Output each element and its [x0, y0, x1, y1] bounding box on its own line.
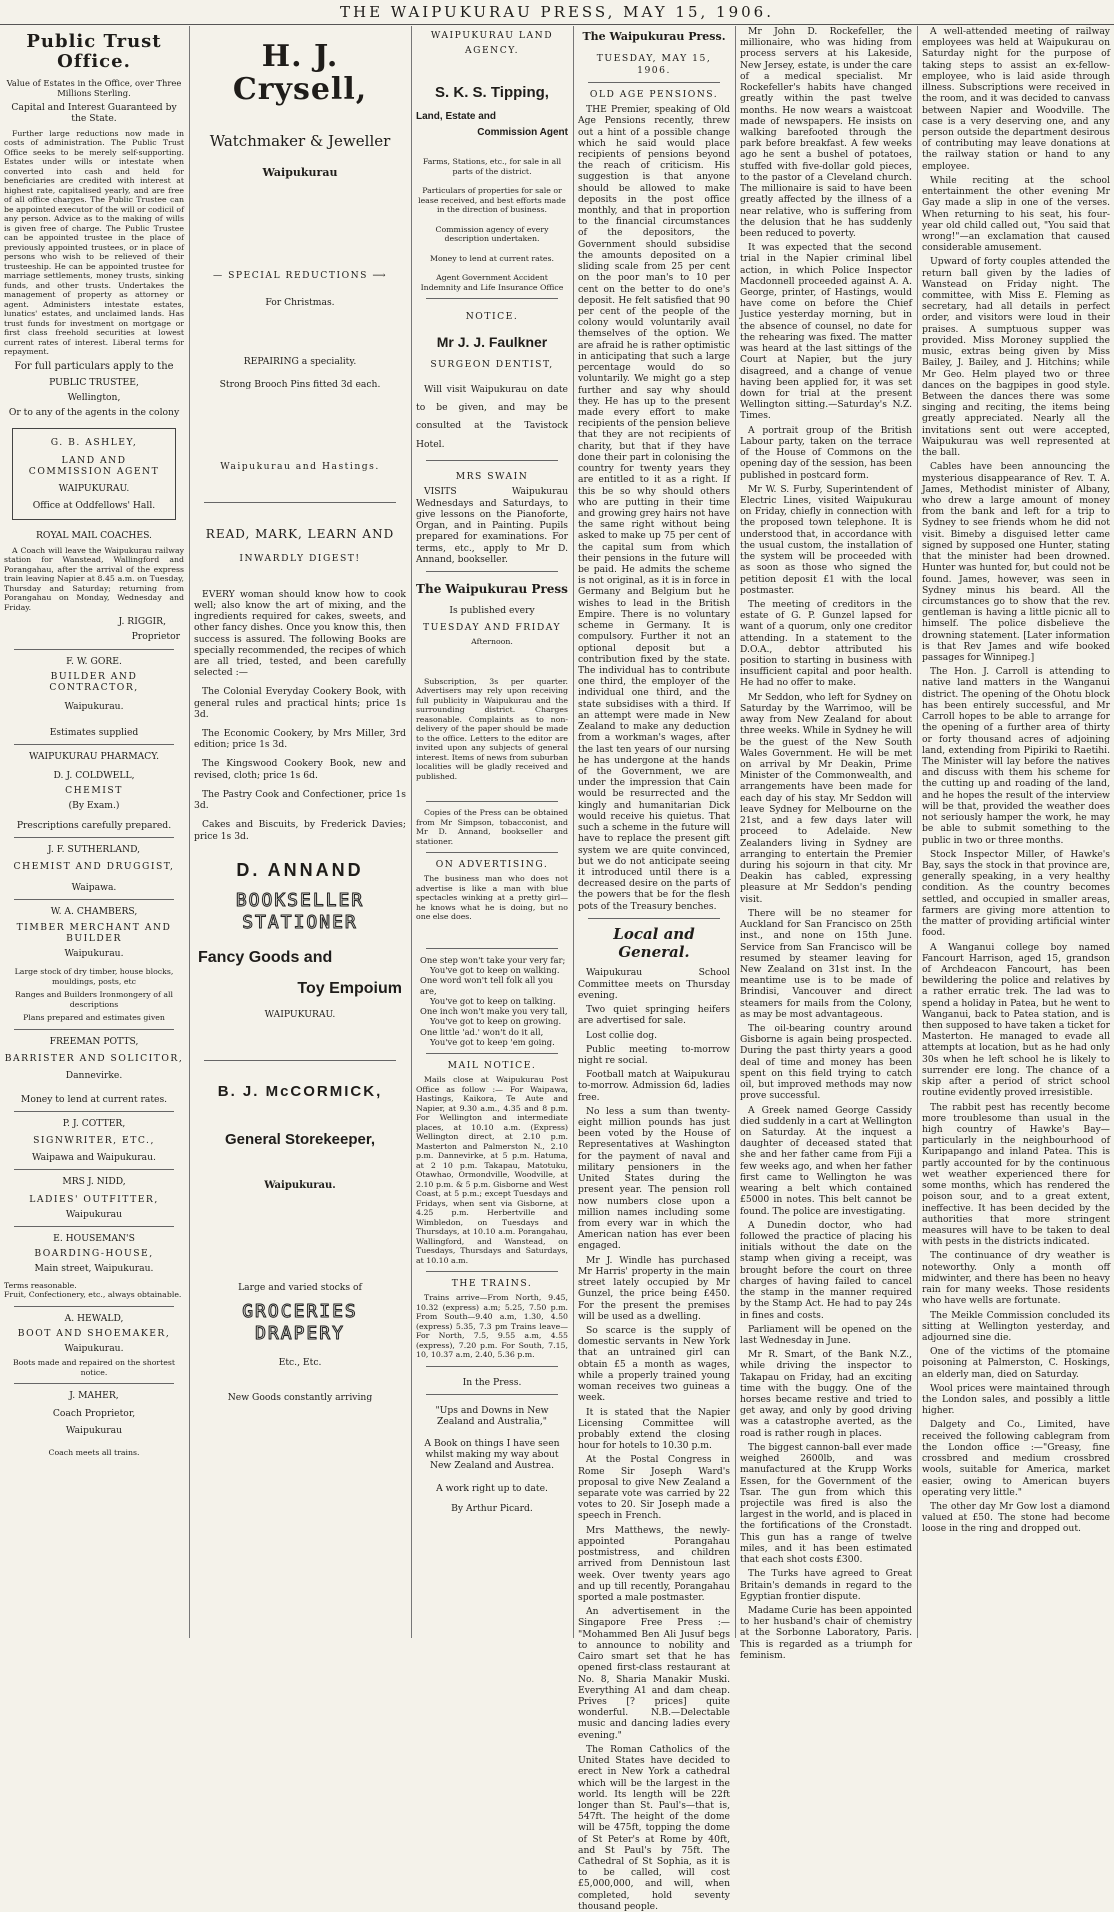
news-item: Wool prices were maintained through the London sales, and possibly a little higher. [922, 1382, 1110, 1417]
drapery-word: DRAPERY [255, 1322, 345, 1344]
pto-line: Capital and Interest Guaranteed by the State. [11, 102, 177, 125]
news-item: The meeting of creditors in the estate of G. P. Gunzel lapsed for want of a quorum, only one creditor attending. In a statement to the D.O.A., debtor attributed his position to starting in business with insufficient capital and poor health. He had no offer to make. [740, 598, 912, 689]
column-3 [416, 26, 568, 1638]
chambers-name: W. A. CHAMBERS, [50, 906, 138, 918]
trains-head: THE TRAINS. [451, 1278, 533, 1290]
local-item: It is stated that the Napier Licensing Committee will probably extend the closing hour for hotels to 10.30 p.m. [578, 1406, 730, 1452]
advertising-body: The business man who does not advertise is like a man with blue spectacles winking at a pretty girl—he knows what he is doing, but no one else does. [416, 874, 568, 922]
news-item: The Meikle Commission concluded its sitting at Wellington yesterday, and adjourned sine die. [922, 1309, 1110, 1343]
hewald-line: Waipukurau. [64, 1343, 124, 1355]
maher-name: J. MAHER, [69, 1390, 119, 1402]
divider [426, 1053, 558, 1054]
read-head: READ, MARK, LEARN AND [205, 526, 395, 541]
news-item: Dalgety and Co., Limited, have received the following cablegram from the London office :—"Greasy, fine crossbred and medium crossbred wools, suitable for America, market easier, owing to American buyers operating very little." [922, 1419, 1110, 1498]
news-item: Madame Curie has been appointed to her husband's chair of chemistry at the Sorbonne Laboratory, Paris. This is regarded as a triumph for feminism. [740, 1604, 912, 1661]
mccormick-name: B. J. McCORMICK, [217, 1082, 383, 1100]
news-item: There will be no steamer for Auckland for San Francisco on 25th inst., and none on 15th June. Service from San Francisco will be resumed by steamer leaving for New Zealand on 31st inst. In the meantime use is to be made of Brindisi, Vancouver and direct steamers for mails from the Colony, as may be most advantageous. [740, 907, 912, 1020]
tipping-trade: Land, Estate and [416, 110, 497, 122]
gore-line: Waipukurau. [64, 701, 124, 713]
chambers-line: Plans prepared and estimates given [23, 1013, 165, 1023]
swain-body: VISITS Waipukurau Wednesdays and Saturdays, to give lessons on the Pianoforte, Organ, and in Painting. Pupils prepared for examinations. For terms, etc., apply to Mr D. Annand, bookseller. [416, 486, 568, 565]
news-item: Stock Inspector Miller, of Hawke's Bay, says the stock in that province are, generally speaking, in a very healthy condition. As the country becomes settled, and occupied in smaller areas, farmers are giving more attention to the matter of providing artificial winter food. [922, 848, 1110, 939]
ashley-line: LAND AND [61, 454, 127, 466]
column-6 [922, 26, 1110, 1638]
verse-line: One little 'ad.' won't do it all, [420, 1026, 544, 1037]
pto-foot: Or to any of the agents in the colony [8, 407, 180, 419]
ups-title: "Ups and Downs in New Zealand and Australia," [435, 1405, 549, 1428]
divider [588, 82, 720, 83]
potts-name: FREEMAN POTTS, [49, 1035, 139, 1047]
chambers-line: TIMBER MERCHANT AND BUILDER [16, 921, 172, 944]
press-line: TUESDAY AND FRIDAY [422, 621, 562, 633]
local-item: No less a sum than twenty-eight million pounds has just been voted by the House of Representatives at Washington for the payment of naval and military pensioners in the United States during the present year. The pension roll now numbers close upon a million names including some from every war in which the American nation has ever been engaged. [578, 1105, 730, 1252]
news-item: Mr R. Smart, of the Bank N.Z., while driving the inspector to Takapau on Friday, had an exciting time with the buggy. One of the horses became restive and tried to get away, and only by good driving was a catastrophe averted, as the road is rather rough in places. [740, 1349, 912, 1439]
houseman-line: BOARDING-HOUSE, [34, 1248, 154, 1260]
pensions-body: THE Premier, speaking of Old Age Pensions recently, threw out a hint of a possible change which he said would place recipients of pensions beyond the reach of criticism. His suggestion is that anyone should be allowed to make deposits in the post office monthly, and that in proportion to the financial circumstances of the depositors, the Government should subsidise the amounts deposited on a sliding scale from 25 per cent on the poor man's to 10 per cent on the better to do one's deposit. He felt satisfied that 90 per cent of the people of the colony would voluntarily avail themselves of the option. We are afraid he is rather optimistic in anticipating that such a large percentage would do so voluntarily. We might go a step further and say why should they. He has up to the present made every effort to make recipients of the pension believe that they are not recipients of charity, but that if they have done their part in colonising the country for twenty years they are entitled to it as a right. If this be so why should others who are putting in their time and growing grey hairs not have the same right without being asked to make up 75 per cent of the capital sum from which their pensions in the future will be paid. He admits the scheme is not original, as it is in force in Germany and Belgium but he wishes to lead in the British Empire. There is no voluntary scheme in Germany. It is compulsory. Further it not an optional deposit but a contribution fixed by the state. The individual has to contribute one third, the employer of the individual one third, and the state subsidises with a third. If an attempt were made in New Zealand to make any deduction from a workman's wages, after the last ten years of our nursing he has undergone at the hands of the Government, we are under the impression that Cain would be resurrected and the kingly and humanitarian Dick would receive his quietus. That such a scheme in the future will have to replace the present gift system we are quite convinced, but we do not anticipate seeing it introduced until there is a decreased desire on the parts of the powers that be for the flesh pots of the Treasury benches. [578, 104, 730, 912]
notice-head: NOTICE. [465, 311, 519, 323]
news-item: The continuance of dry weather is noteworthy. Only a month off midwinter, and there has been no heavy rain for many weeks. Those residents who have wells are fortunate. [922, 1250, 1110, 1307]
news-item: The Hon. J. Carroll is attending to native land matters in the Wanganui district. The opening of the Ohotu block has been entirely successful, and Mr Carroll hopes to be able to arrange for the opening of a further area of thirty or forty thousand acres of adjoining land, extending from Pipiriki to Raetihi. The Minister will lay before the natives and discuss with them his scheme for the cutting up and roading of the land, and he hopes the result of the interview will be that, provided the weather does not seriously hamper the work, he may be able to submit something to the public in two or three months. [922, 666, 1110, 846]
news-item: A Dunedin doctor, who had followed the practice of placing his initials without the date on the stamp when giving a receipt, was brought before the court on three charges of having failed to cancel the stamp in the manner required by the Stamp Act. He had to pay 24s in fines and costs. [740, 1219, 912, 1321]
storekeeper-line: General Storekeeper, [224, 1131, 376, 1149]
news-item: The other day Mr Gow lost a diamond valued at £50. The stone had become loose in the ring and dropped out. [922, 1501, 1110, 1535]
divider [426, 801, 558, 802]
divider [14, 1029, 174, 1030]
column-2 [194, 26, 406, 1638]
tipping-line: Commission agency of every description undertaken. [435, 224, 549, 244]
divider [14, 1306, 174, 1307]
cotter-line: SIGNWRITER, ETC., [33, 1134, 155, 1146]
news-item: A Wanganui college boy named Fancourt Harrison, aged 15, grandson of Archdeacon Fancourt, has been bewildering the police and relatives by a rather erratic trek. The lad was to spend a holiday in Patea, but he went to Wanganui, back to Patea station, and is then supposed to have taken a ticket for Masterton. He managed to evade all attempts at location, but as he had only 30s when he left school he is likely to surrender ere long. The chance of a skip after a period of strict school routine evidently proved irresistible. [922, 941, 1110, 1099]
houseman-line: Terms reasonable. [4, 1280, 77, 1290]
tipping-line: Agent Government Accident Indemnity and Life Insurance Office [420, 273, 564, 292]
local-item: At the Postal Congress in Rome Sir Joseph Ward's proposal to give New Zealand a separate vote was carried by 22 votes to 20. Sir Joseph made a speech in French. [578, 1454, 730, 1522]
divider [14, 1226, 174, 1227]
book-item: The Kingswood Cookery Book, new and revised, cloth; price 1s 6d. [194, 758, 406, 781]
large-stocks: Large and varied stocks of [238, 1281, 362, 1293]
faulkner-name: Mr J. J. Faulkner [436, 334, 548, 351]
local-general-head: Local and General. [613, 924, 695, 962]
nidd-line: LADIES' OUTFITTER, [29, 1193, 159, 1205]
groceries-word: GROCERIES [242, 1300, 358, 1322]
crysell-place: Waipukurau [262, 166, 338, 180]
paper-date: TUESDAY, MAY 15, 1906. [596, 53, 712, 76]
mail-notice-head: MAIL NOTICE. [447, 1060, 537, 1072]
divider [426, 1271, 558, 1272]
cotter-line: Waipawa and Waipukurau. [32, 1152, 156, 1164]
tipping-line: Money to lend at current rates. [429, 253, 555, 263]
crysell-trade: Watchmaker & Jeweller [209, 132, 391, 150]
mccormick-place: Waipukurau. [264, 1179, 336, 1191]
copies-note: Copies of the Press can be obtained from Mr Simpson, tobacconist, and Mr D. Annand, bookseller and stationer. [416, 808, 568, 846]
news-item: Parliament will be opened on the last Wednesday in June. [740, 1323, 912, 1346]
divider [14, 744, 174, 745]
digest-head: INWARDLY DIGEST! [239, 553, 361, 565]
column-rule [735, 26, 736, 1638]
swain-head: MRS SWAIN [455, 471, 529, 483]
book-item: Cakes and Biscuits, by Frederick Davies; price 1s 3d. [194, 819, 406, 842]
maher-line: Coach Proprietor, [52, 1407, 136, 1419]
divider [14, 899, 174, 900]
press-line: Is published every [449, 604, 535, 616]
chambers-line: Ranges and Builders Ironmongery of all descriptions [14, 990, 174, 1009]
mail-coaches-title: ROYAL MAIL COACHES. [36, 530, 152, 542]
repair-line: REPAIRING a speciality. [243, 356, 357, 368]
divider [204, 1060, 396, 1061]
verse-line: You've got to keep on growing. [430, 1016, 562, 1027]
column-rule [189, 26, 190, 1638]
local-item: Lost collie dog. [586, 1029, 658, 1041]
divider [14, 1111, 174, 1112]
local-item: Mr J. Windle has purchased Mr Harris' property in the main street lately occupied by Mr Gunzel, the price being £450. For the present the premises will be used as a dwelling. [578, 1254, 730, 1322]
tipping-name: S. K. S. Tipping, [435, 84, 549, 102]
news-item: The biggest cannon-ball ever made weighed 2600lb, and was manufactured at the Krupp Works Essen, for the Government of the Tsar. The gun from which this projectile was fired is also the largest in the world, and is placed in the fortifications of the Cronstadt. This gun has a range of twelve miles, and it has been estimated that each shot costs £300. [740, 1441, 912, 1566]
local-item: Football match at Waipukurau to-morrow. Admission 6d, ladies free. [578, 1069, 730, 1103]
ups-body: A Book on things I have seen whilst making my way about New Zealand and Austrea. [424, 1437, 560, 1472]
local-item: So scarce is the supply of domestic servants in New York that an untrained girl can obtain £5 a month as wages, while a properly trained young woman receives two guineas a week. [578, 1324, 730, 1404]
column-rule [411, 26, 412, 1638]
local-item: The Roman Catholics of the United States have decided to erect in New York a cathedral which will be the largest in the world. Its length will be 22ft longer than St. Paul's—that is, 547ft. The height of the dome will be 475ft, topping the dome of St Peter's at Rome by 40ft, and St Paul's by 75ft. The Cathedral of St Sophia, as it is to be called, will cost £5,000,000, and will, when completed, hold seventy thousand people. [578, 1743, 730, 1912]
news-item: A portrait group of the British Labour party, taken on the terrace of the House of Commons on the opening day of the session, has been published in postcard form. [740, 424, 912, 481]
pto-foot: Wellington, [67, 391, 121, 403]
cotter-name: P. J. COTTER, [62, 1117, 126, 1129]
maher-line: Coach meets all trains. [48, 1448, 140, 1457]
divider [588, 918, 720, 919]
divider [426, 1394, 558, 1395]
press-line: Afternoon. [471, 637, 513, 647]
advertising-head: ON ADVERTISING. [435, 859, 549, 871]
pto-body: Further large reductions now made in costs of administration. The Public Trust Office seeks to be merely self-supporting. Estates under wills or intestate when converted into cash and held for beneficiaries are credited with interest at highest rate, capitalised yearly, and are free of all office charges. The Public Trustee can be appointed executor of the will or codicil of any person. Advice as to the making of wills is given free of charge. The Public Trustee can be appointed trustee in the place of previously appointed trustees, or in place of persons who wish to be relieved of their trusteeship. He can be appointed trustee for marriage settlements, money trusts, sinking funds, and other trusts. Undertakes the management of property as attorney or agent. Administers intestate estates, lunatics' estates, and unclaimed lands. Has trust funds for investment on mortgage or first class freehold securities at lowest current rates of interest. Liberal terms for repayment. [4, 128, 184, 357]
verse-line: One word won't tell folk all you are, [420, 975, 554, 996]
ashley-line: Office at Oddfellows' Hall. [32, 500, 156, 512]
hewald-name: A. HEWALD, [64, 1312, 124, 1324]
local-item: Public meeting to-morrow night re social. [578, 1043, 730, 1066]
news-item: Mr W. S. Furby, Superintendent of Electric Lines, visited Waipukurau on Friday, chiefly in connection with the proposed town telephone. It is understood that, in accordance with the usual custom, the installation of the system will be proceeded with as soon as those who signed the petition deposit £1 with the local postmaster. [740, 483, 912, 596]
faulkner-body: Will visit Waipukurau on date to be given, and may be consulted at the Tavistock Hotel. [416, 383, 568, 450]
bookseller-word: BOOKSELLER [235, 889, 365, 911]
cookery-body: EVERY woman should know how to cook well; also know the art of mixing, and the ingredients required for cakes, sweets, and other fancy dishes. Once you know this, then success is assured. The following Books are specially recommended, the recipes of which are all tried, tested, and been carefully selected :— [194, 588, 406, 679]
divider [204, 502, 396, 503]
annand-place: WAIPUKURAU. [264, 1008, 336, 1020]
ashley-ad [12, 428, 176, 520]
column-rule [917, 26, 918, 1638]
press-body: Subscription, 3s per quarter. Advertisers may rely upon receiving full publicity in Waipukurau and the surrounding district. Charges reasonable. Complaints as to non-delivery of the paper should be made to the office. Letters to the editor are invited upon any subjects of general interest. Items of news from suburban localities will be gladly received and published. [416, 676, 568, 781]
local-item: Mrs Matthews, the newly-appointed Porangahau postmistress, and children arrived from Dennistoun last week. Over twenty years ago and up till recently, Porangahau sported a male postmaster. [578, 1524, 730, 1603]
divider [14, 1383, 174, 1384]
land-agency-head: WAIPUKURAU LAND [430, 30, 554, 41]
houseman-line: Main street, Waipukurau. [34, 1263, 154, 1275]
in-press-head: In the Press. [462, 1376, 522, 1388]
press-title: The Waipukurau Press [416, 582, 568, 596]
mail-sig: Proprietor [131, 631, 180, 643]
pto-foot: PUBLIC TRUSTEE, [49, 376, 139, 388]
maher-line: Waipukurau [65, 1424, 123, 1436]
verse-line: One step won't take your very far; [420, 954, 566, 965]
xmas-line: For Christmas. [265, 296, 335, 308]
masthead: THE WAIPUKURAU PRESS, MAY 15, 1906. [0, 0, 1114, 25]
pto-title: Public Trust Office. [26, 31, 162, 72]
tipping-line: Farms, Stations, etc., for sale in all parts of the district. [422, 157, 562, 176]
fancy-goods: Fancy Goods and [198, 948, 333, 966]
land-agency-head: AGENCY. [464, 45, 520, 57]
pto-foot: For full particulars apply to the [14, 360, 174, 372]
tipping-trade: Commission Agent [477, 126, 568, 138]
news-item: The oil-bearing country around Gisborne is again being prospected. During the past thirty years a good deal of time and money has been spent on this field trying to catch oil, but improved methods may now prove successful. [740, 1023, 912, 1102]
divider [14, 1169, 174, 1170]
local-item: An advertisement in the Singapore Free Press :— "Mohammed Ben Ali Jusuf begs to announce to nobility and Cairo smart set that he has opened first-class restaurant at No. 8, Sharia Manakir Muski. Everything A1 and dam cheap. Prives [? prices] quite wonderful. N.B.—Delectable music and dancing ladies every evening." [578, 1606, 730, 1741]
pharmacy-line: CHEMIST [65, 785, 123, 797]
news-item: One of the victims of the ptomaine poisoning at Palmerston, C. Hoskings, an elderly man, died on Saturday. [922, 1346, 1110, 1380]
pensions-head: OLD AGE PENSIONS. [589, 88, 719, 100]
mail-sig: J. RIGGIR, [118, 616, 166, 628]
mail-coaches-body: A Coach will leave the Waipukurau railway station for Wanstead, Wallingford and Porangahau, after the arrival of the express train leaving Napier at 8.45 a.m. on Tuesday, Thursday and Saturday; returning from Porangahau on Monday, Wednesday and Friday. [4, 545, 184, 612]
special-reductions: — SPECIAL REDUCTIONS ⟶ [212, 269, 388, 281]
divider [426, 948, 558, 949]
verse-line: You've got to keep on walking. [430, 965, 560, 976]
chambers-line: Waipukurau. [64, 948, 124, 960]
brooch-line: Strong Brooch Pins fitted 3d each. [219, 379, 381, 391]
news-item: The Turks have agreed to Great Britain's demands in regard to the Egyptian frontier dispute. [740, 1568, 912, 1602]
divider [426, 1366, 558, 1367]
stationer-word: STATIONER [242, 911, 358, 933]
work-line: A work right up to date. [436, 1483, 548, 1495]
book-item: The Economic Cookery, by Mrs Miller, 3rd edition; price 1s 3d. [194, 728, 406, 751]
potts-line: BARRISTER AND SOLICITOR, [4, 1053, 184, 1065]
news-item: A Greek named George Cassidy died suddenly in a cart at Wellington on Saturday. At the inquest a daughter of deceased stated that she and her father came from Fiji a few weeks ago, and when her father first came to Wellington he was wearing a belt which contained £5000 in notes. This belt cannot be found. The police are investigating. [740, 1104, 912, 1217]
divider [426, 460, 558, 461]
divider [426, 852, 558, 853]
gore-line: BUILDER AND CONTRACTOR, [49, 670, 139, 694]
column-1 [4, 26, 184, 1638]
book-item: The Colonial Everyday Cookery Book, with general rules and practical hints; price 1s 3d. [194, 686, 406, 720]
verse-line: You've got to keep on talking. [430, 995, 556, 1006]
divider [426, 298, 558, 299]
crysell-name: H. J. Crysell, [232, 39, 368, 107]
ashley-line: WAIPUKURAU. [58, 483, 130, 495]
pharmacy-title: WAIPUKURAU PHARMACY. [28, 750, 160, 762]
potts-line: Dannevirke. [65, 1070, 123, 1082]
sutherland-line: CHEMIST AND DRUGGIST, [13, 861, 175, 873]
news-item: Upward of forty couples attended the return ball given by the ladies of Wanstead on Friday night. The committee, with Miss E. Fleming as secretary, had all details in perfect order, and visitors were loud in their praises. A sumptuous supper was provided. Miss Moroney supplied the music, extras being given by Miss Bailey, J. Bailey, and J. Hitchins; while Mr Geo. Helm played two or three dances on the bagpipes in good style. Between the dances there was some singing and reciting, the items being greatly appreciated. Nearly all the invitations sent out were accepted, Waipukurau was well represented at the ball. [922, 256, 1110, 459]
paper-title: The Waipukurau Press. [582, 30, 726, 43]
verse [416, 955, 568, 1047]
local-item: Waipukurau School Committee meets on Thursday evening. [578, 967, 730, 1001]
tipping-line: Particulars of properties for sale or lease received, and best efforts made in the direction of business. [418, 186, 566, 215]
pharmacy-line: (By Exam.) [68, 800, 120, 812]
gore-line: Estimates supplied [49, 726, 139, 738]
column-4 [578, 26, 730, 1912]
verse-line: One inch won't make you very tall, [420, 1006, 568, 1017]
nidd-line: Waipukurau [65, 1208, 123, 1220]
news-item: Mr Seddon, who left for Sydney on Saturday by the Warrimoo, will be away from New Zealand for about three weeks. While in Sydney he will be the guest of the New South Wales Government. He will be met on arrival by Mr Deakin, Prime Minister of the Commonwealth, and arrangements have been made for each day of his stay. Mr Seddon will leave Sydney for Melbourne on the 21st, and a few days later will proceed to Adelaide. New Zealanders living in Sydney are arranging to entertain the Premier during his sojourn in that city. Mr Deakin has cabled, expressing pleasure at Mr Seddon's pending visit. [740, 691, 912, 905]
local-item: Two quiet springing heifers are advertised for sale. [578, 1004, 730, 1027]
nidd-name: MRS J. NIDD, [62, 1176, 126, 1188]
houseman-line: Fruit, Confectionery, etc., always obtainable. [4, 1290, 182, 1300]
news-item: The rabbit pest has recently become more troublesome than usual in the high country of Hawke's Bay—particularly in the neighbourhood of Kuripapango and inland Patea. This is partly accounted for by the continuous wet weather experienced there for some months, which has rendered the poison sour, and to a great extent, ineffective. It has been decided by the authorities that more stringent measures will have to be taken to deal with pests in the districts indicated. [922, 1101, 1110, 1248]
column-rule [573, 26, 574, 1638]
verse-line: You've got to keep 'em going. [430, 1036, 555, 1047]
news-item: Mr John D. Rockefeller, the millionaire, who was hiding from process servers at his Lakeside, New Jersey, estate, is under the care of a medical specialist. Mr Rockefeller's habits have changed greatly within the past twelve months. He now wears a waistcoat made of newspapers. He insists on walking barefooted through the park before breakfast. A few weeks ago he sent a bushel of potatoes, stuffed with five-dollar gold pieces, to the pastor of a Cleveland church. The millionaire is said to have been greatly affected by the illness of a near relative, who is suffering from the delusion that he has suddenly been reduced to poverty. [740, 26, 912, 239]
pto-line: Value of Estates in the Office, over Three Millions Sterling. [6, 77, 182, 98]
pharmacy-line: Prescriptions carefully prepared. [16, 819, 172, 831]
divider [14, 649, 174, 650]
toy-emporium: Toy Empoium [297, 980, 402, 998]
news-item: A well-attended meeting of railway employees was held at Waipukurau on Saturday night for the purpose of taking steps to assist an ex-fellow-employee, who is laid aside through illness. Subscriptions were received in the room, and it was decided to canvass between Napier and Woodville. The case is a very deserving one, and any person outside the department desirous of contributing may leave donations at the railway station or hand to any employee. [922, 26, 1110, 172]
sutherland-name: J. F. SUTHERLAND, [47, 843, 141, 855]
new-goods: New Goods constantly arriving [227, 1392, 373, 1404]
chambers-line: Large stock of dry timber, house blocks, mouldings, posts, etc [14, 967, 174, 986]
news-item: Cables have been announcing the mysterious disappearance of Rev. T. A. James, Methodist minister of Albany, who drew a large amount of money from the bank and left for a trip to Sydney to see friends whom he did not visit. Bimeby a disguised letter came signed by supposed one Hunter, stating that the minister had been drowned. Hunter was hunted for, but could not be found. James, however, was seen in Sydney minus his beard. All the circumstances go to show that the rev. gentleman is having a little picnic all to himself. The police disbelieve the drowning statement. [Later information is that Rev James and wife booked passages for Winnipeg.] [922, 461, 1110, 664]
mail-notice-body: Mails close at Waipukurau Post Office as follow :— For Waipawa, Hastings, Kaikora, Te Aute and Napier, at 9.30 a.m., 4.35 and 8 p.m. For Wellington and intermediate places, at 10.10 a.m. (Express) Wellington direct, at 2.10 p.m. Masterton and Palmerston N., 2.10 p.m. Dannevirke, at 5 p.m. Hatuma, at 2 10 p.m. Takapau, Matotuku, Otawhao, Ormondville, Woodville, at 2.10 p.m. & 5 p.m. Gisborne and West Coast, at 5 p.m.; except Tuesdays and Fridays, when sent via Gisborne, at 4.25 p.m. Herbertville and Wimbledon, on Tuesdays and Thursdays, at 10.10 a.m. Porangahau, Wallingford, and Wanstead, on Tuesdays, Thursdays and Saturdays, at 10.10 a.m. [416, 1075, 568, 1265]
dentist-line: SURGEON DENTIST, [430, 359, 554, 371]
divider [14, 837, 174, 838]
ashley-name: G. B. ASHLEY, [50, 437, 138, 449]
column-5 [740, 26, 912, 1661]
pharmacy-line: D. J. COLDWELL, [53, 769, 135, 781]
news-item: It was expected that the second trial in the Napier criminal libel action, in which Police Inspector Macdonnell proceeded against A. A. George, printer, of Hastings, would have come on before the Chief Justice yesterday morning, but in the absence of counsel, no date for the rehearing was fixed. The matter was heard at the last sittings of the Court at Napier, but the jury disagreed, and a change of venue having been applied for, it was set down for trial at the present Wellington sitting.—Saturday's N.Z. Times. [740, 242, 912, 422]
book-item: The Pastry Cook and Confectioner, price 1s 3d. [194, 788, 406, 812]
houseman-name: E. HOUSEMAN'S [53, 1233, 135, 1245]
gore-name: F. W. GORE. [66, 655, 122, 667]
ashley-line: COMMISSION AGENT [28, 465, 160, 477]
trains-body: Trains arrive—From North, 9.45, 10.32 (express) a.m; 5.25, 7.50 p.m. From South—9.40 a.m, 1.30, 4.50 (express) 5.35, 7.3 pm Trains leave—For North, 7.5, 9.55 a.m, 4.55 (express), 7.20 p.m. For South, 7.15, 10, 10.37 a.m, 2.40, 5.36 p.m. [416, 1293, 568, 1360]
hewald-line: Boots made and repaired on the shortest notice. [12, 1358, 176, 1377]
towns-line: Waipukurau and Hastings. [220, 460, 380, 472]
etc-line: Etc., Etc. [278, 1356, 322, 1368]
annand-name: D. ANNAND [236, 859, 364, 880]
special-text: SPECIAL REDUCTIONS [228, 269, 368, 281]
news-item: While reciting at the school entertainment the other evening Mr Gay made a slip in one of the verses. When returning to his seat, his four-year old child called out, "You said that wrong!"—an exclamation that caused considerable amusement. [922, 174, 1110, 254]
author-line: By Arthur Picard. [451, 1502, 533, 1514]
hewald-line: BOOT AND SHOEMAKER, [17, 1327, 171, 1339]
divider [426, 571, 558, 572]
potts-line: Money to lend at current rates. [20, 1093, 168, 1105]
sutherland-line: Waipawa. [71, 882, 117, 894]
